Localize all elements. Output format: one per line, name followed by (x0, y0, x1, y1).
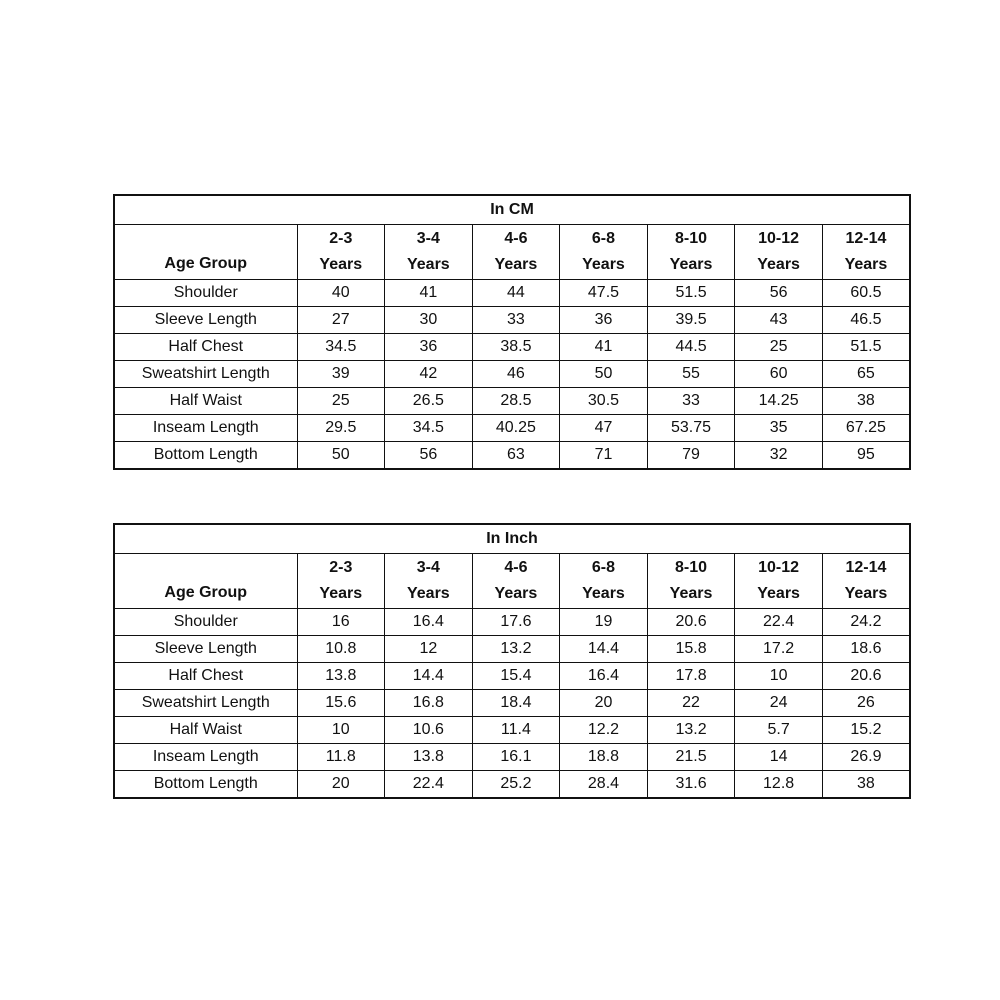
measurement-cell: 39.5 (647, 307, 735, 334)
measurement-cell: 16.1 (472, 744, 560, 771)
measurement-cell: 56 (735, 280, 823, 307)
measurement-cell: 24.2 (822, 609, 910, 636)
measurement-cell: 30.5 (560, 388, 648, 415)
row-label: Inseam Length (114, 744, 297, 771)
measurement-cell: 71 (560, 442, 648, 470)
measurement-cell: 67.25 (822, 415, 910, 442)
age-range: 8-10 (675, 230, 708, 247)
measurement-cell: 14.4 (385, 663, 473, 690)
column-header (735, 225, 823, 280)
table-row (114, 280, 910, 307)
measurement-cell: 46.5 (822, 307, 910, 334)
measurement-cell: 39 (297, 361, 385, 388)
measurement-cell: 25 (735, 334, 823, 361)
measurement-cell: 22 (647, 690, 735, 717)
column-header (560, 225, 648, 280)
age-unit: Years (844, 585, 888, 602)
measurement-cell: 56 (385, 442, 473, 470)
column-header (647, 225, 735, 280)
age-unit: Years (844, 256, 888, 273)
column-header (735, 554, 823, 609)
age-range: 2-3 (329, 559, 353, 576)
column-header (297, 554, 385, 609)
measurement-cell: 17.8 (647, 663, 735, 690)
measurement-cell: 38.5 (472, 334, 560, 361)
measurement-cell: 15.2 (822, 717, 910, 744)
measurement-cell: 26 (822, 690, 910, 717)
table-row (114, 361, 910, 388)
measurement-cell: 13.2 (647, 717, 735, 744)
measurement-cell: 26.9 (822, 744, 910, 771)
measurement-cell: 22.4 (735, 609, 823, 636)
age-unit: Years (669, 256, 713, 273)
age-range: 3-4 (416, 559, 440, 576)
measurement-cell: 60.5 (822, 280, 910, 307)
measurement-cell: 40.25 (472, 415, 560, 442)
measurement-cell: 17.2 (735, 636, 823, 663)
table-row (114, 690, 910, 717)
measurement-cell: 60 (735, 361, 823, 388)
header-row (114, 225, 910, 280)
row-label: Sweatshirt Length (114, 690, 297, 717)
measurement-cell: 34.5 (385, 415, 473, 442)
measurement-cell: 41 (385, 280, 473, 307)
row-label: Half Chest (114, 663, 297, 690)
measurement-cell: 21.5 (647, 744, 735, 771)
measurement-cell: 13.8 (297, 663, 385, 690)
measurement-cell: 28.5 (472, 388, 560, 415)
measurement-cell: 18.8 (560, 744, 648, 771)
measurement-cell: 16.4 (385, 609, 473, 636)
measurement-cell: 24 (735, 690, 823, 717)
measurement-cell: 27 (297, 307, 385, 334)
table-row (114, 334, 910, 361)
measurement-cell: 32 (735, 442, 823, 470)
measurement-cell: 20 (560, 690, 648, 717)
row-label: Shoulder (114, 609, 297, 636)
measurement-cell: 12 (385, 636, 473, 663)
measurement-cell: 18.4 (472, 690, 560, 717)
measurement-cell: 53.75 (647, 415, 735, 442)
measurement-cell: 22.4 (385, 771, 473, 799)
measurement-cell: 33 (647, 388, 735, 415)
measurement-cell: 16 (297, 609, 385, 636)
table-body (114, 609, 910, 799)
measurement-cell: 31.6 (647, 771, 735, 799)
row-label: Inseam Length (114, 415, 297, 442)
age-range: 2-3 (329, 230, 353, 247)
age-unit: Years (757, 585, 800, 602)
age-range: 4-6 (504, 559, 528, 576)
measurement-cell: 95 (822, 442, 910, 470)
table-row (114, 663, 910, 690)
age-unit: Years (582, 256, 625, 273)
measurement-cell: 15.6 (297, 690, 385, 717)
age-unit: Years (319, 256, 363, 273)
measurement-cell: 50 (297, 442, 385, 470)
table-row (114, 415, 910, 442)
age-range: 6-8 (591, 230, 616, 247)
age-unit: Years (669, 585, 713, 602)
row-label: Sweatshirt Length (114, 361, 297, 388)
row-label: Bottom Length (114, 771, 297, 799)
measurement-cell: 14.4 (560, 636, 648, 663)
table-body (114, 280, 910, 470)
measurement-cell: 35 (735, 415, 823, 442)
measurement-cell: 30 (385, 307, 473, 334)
measurement-cell: 19 (560, 609, 648, 636)
age-range: 3-4 (416, 230, 440, 247)
measurement-cell: 47 (560, 415, 648, 442)
age-unit: Years (406, 585, 450, 602)
measurement-cell: 13.2 (472, 636, 560, 663)
row-label: Shoulder (114, 280, 297, 307)
age-unit: Years (494, 256, 538, 273)
size-table-inch (113, 523, 911, 799)
measurement-cell: 65 (822, 361, 910, 388)
table-row (114, 636, 910, 663)
age-unit: Years (319, 585, 363, 602)
table-title: In CM (114, 195, 910, 225)
measurement-cell: 28.4 (560, 771, 648, 799)
measurement-cell: 47.5 (560, 280, 648, 307)
column-header (647, 554, 735, 609)
measurement-cell: 25.2 (472, 771, 560, 799)
measurement-cell: 17.6 (472, 609, 560, 636)
size-table-cm (113, 194, 911, 470)
measurement-cell: 36 (560, 307, 648, 334)
age-group-header: Age Group (114, 554, 297, 609)
measurement-cell: 46 (472, 361, 560, 388)
measurement-cell: 15.4 (472, 663, 560, 690)
measurement-cell: 29.5 (297, 415, 385, 442)
measurement-cell: 5.7 (735, 717, 823, 744)
table-row (114, 388, 910, 415)
age-range: 10-12 (758, 230, 800, 247)
measurement-cell: 10.6 (385, 717, 473, 744)
age-unit: Years (757, 256, 800, 273)
row-label: Half Waist (114, 388, 297, 415)
measurement-cell: 41 (560, 334, 648, 361)
age-unit: Years (494, 585, 538, 602)
measurement-cell: 11.8 (297, 744, 385, 771)
header-row (114, 554, 910, 609)
measurement-cell: 15.8 (647, 636, 735, 663)
measurement-cell: 18.6 (822, 636, 910, 663)
row-label: Bottom Length (114, 442, 297, 470)
measurement-cell: 42 (385, 361, 473, 388)
row-label: Half Waist (114, 717, 297, 744)
measurement-cell: 20.6 (647, 609, 735, 636)
column-header (297, 225, 385, 280)
measurement-cell: 34.5 (297, 334, 385, 361)
column-header (822, 554, 910, 609)
measurement-cell: 16.4 (560, 663, 648, 690)
measurement-cell: 11.4 (472, 717, 560, 744)
table-row (114, 744, 910, 771)
measurement-cell: 51.5 (647, 280, 735, 307)
age-range: 8-10 (675, 559, 708, 576)
measurement-cell: 10 (297, 717, 385, 744)
age-group-header: Age Group (114, 225, 297, 280)
measurement-cell: 20 (297, 771, 385, 799)
age-unit: Years (406, 256, 450, 273)
measurement-cell: 10 (735, 663, 823, 690)
measurement-cell: 44.5 (647, 334, 735, 361)
column-header (472, 554, 560, 609)
measurement-cell: 79 (647, 442, 735, 470)
measurement-cell: 36 (385, 334, 473, 361)
age-range: 12-14 (845, 559, 887, 576)
column-header (472, 225, 560, 280)
measurement-cell: 10.8 (297, 636, 385, 663)
measurement-cell: 12.2 (560, 717, 648, 744)
measurement-cell: 55 (647, 361, 735, 388)
age-range: 6-8 (591, 559, 616, 576)
measurement-cell: 40 (297, 280, 385, 307)
measurement-cell: 43 (735, 307, 823, 334)
measurement-cell: 44 (472, 280, 560, 307)
row-label: Sleeve Length (114, 636, 297, 663)
row-label: Sleeve Length (114, 307, 297, 334)
column-header (385, 554, 473, 609)
table-row (114, 609, 910, 636)
age-unit: Years (582, 585, 625, 602)
table-row (114, 771, 910, 799)
column-header (385, 225, 473, 280)
measurement-cell: 25 (297, 388, 385, 415)
measurement-cell: 12.8 (735, 771, 823, 799)
measurement-cell: 63 (472, 442, 560, 470)
column-header (822, 225, 910, 280)
measurement-cell: 33 (472, 307, 560, 334)
age-range: 10-12 (758, 559, 800, 576)
age-range: 4-6 (504, 230, 528, 247)
measurement-cell: 16.8 (385, 690, 473, 717)
measurement-cell: 13.8 (385, 744, 473, 771)
measurement-cell: 51.5 (822, 334, 910, 361)
table-row (114, 442, 910, 470)
age-range: 12-14 (845, 230, 887, 247)
measurement-cell: 38 (822, 388, 910, 415)
measurement-cell: 14 (735, 744, 823, 771)
measurement-cell: 20.6 (822, 663, 910, 690)
measurement-cell: 14.25 (735, 388, 823, 415)
measurement-cell: 38 (822, 771, 910, 799)
table-row (114, 307, 910, 334)
measurement-cell: 50 (560, 361, 648, 388)
table-row (114, 717, 910, 744)
row-label: Half Chest (114, 334, 297, 361)
column-header (560, 554, 648, 609)
table-title: In Inch (114, 524, 910, 554)
measurement-cell: 26.5 (385, 388, 473, 415)
